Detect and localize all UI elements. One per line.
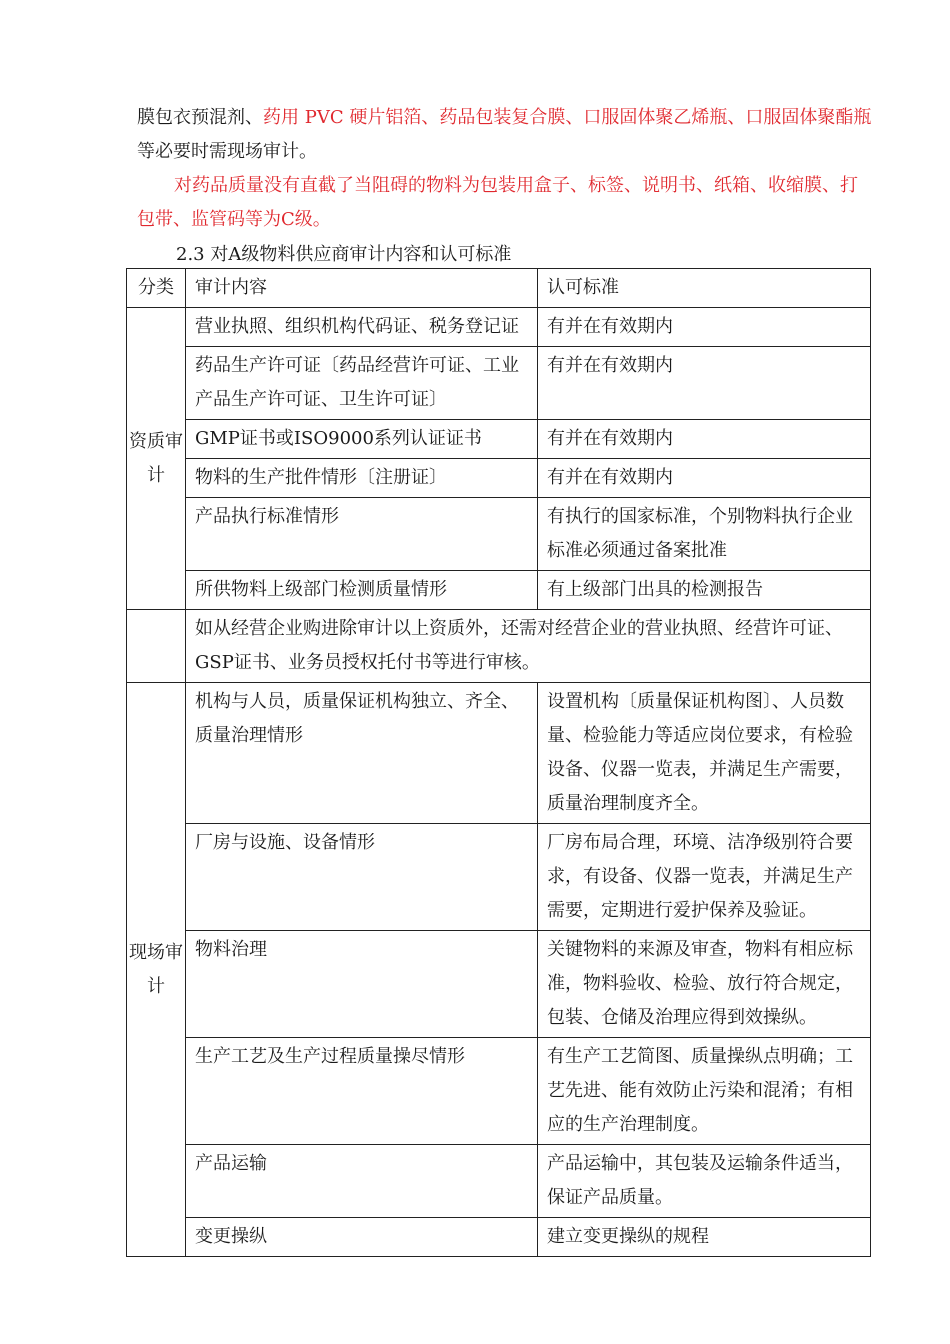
- table-row: [127, 683, 871, 824]
- table-row: [127, 308, 871, 347]
- standard-cell: 设置机构〔质量保证机构图〕、人员数量、检验能力等适应岗位要求，有检验设备、仪器一览表，并满足生产需要，质量治理制度齐全。: [538, 683, 871, 824]
- standard-cell: 有并在有效期内: [538, 420, 871, 459]
- table-row: [127, 824, 871, 931]
- standard-cell: 厂房布局合理，环境、洁净级别符合要求，有设备、仪器一览表，并满足生产需要，定期进行爱护保养及验证。: [538, 824, 871, 931]
- content-cell: 厂房与设施、设备情形: [186, 824, 538, 931]
- standard-cell: 有并在有效期内: [538, 308, 871, 347]
- audit-standards-table: [126, 268, 871, 1257]
- content-cell: 物料治理: [186, 931, 538, 1038]
- content-cell: 生产工艺及生产过程质量操尽情形: [186, 1038, 538, 1145]
- content-cell: 产品运输: [186, 1145, 538, 1218]
- standard-cell: 有生产工艺简图、质量操纵点明确；工艺先进、能有效防止污染和混淆；有相应的生产治理制度。: [538, 1038, 871, 1145]
- table-row-note: [127, 610, 871, 683]
- table-row: [127, 1038, 871, 1145]
- table-row: [127, 931, 871, 1038]
- table-row: [127, 347, 871, 420]
- content-cell: 物料的生产批件情形〔注册证〕: [186, 459, 538, 498]
- table-row: [127, 459, 871, 498]
- section-title: 2.3 对A级物料供应商审计内容和认可标准: [176, 244, 512, 265]
- content-cell: 机构与人员，质量保证机构独立、齐全、质量治理情形: [186, 683, 538, 824]
- content-cell: 所供物料上级部门检测质量情形: [186, 571, 538, 610]
- standard-cell: 有并在有效期内: [538, 459, 871, 498]
- note-cell: 如从经营企业购进除审计以上资质外，还需对经营企业的营业执照、经营许可证、GSP证书、业务员授权托付书等进行审核。: [186, 610, 871, 683]
- table-row: [127, 571, 871, 610]
- paragraph-1-highlight: 药用 PVC 硬片铝箔、药品包装复合膜、口服固体聚乙烯瓶、口服固体聚酯瓶: [263, 107, 872, 128]
- category-onsite: 现场审计: [127, 683, 186, 1257]
- table-row: [127, 420, 871, 459]
- header-standard: 认可标准: [538, 269, 871, 308]
- content-cell: 营业执照、组织机构代码证、税务登记证: [186, 308, 538, 347]
- standard-cell: 有执行的国家标准，个别物料执行企业标准必须通过备案批准: [538, 498, 871, 571]
- standard-cell: 产品运输中，其包装及运输条件适当，保证产品质量。: [538, 1145, 871, 1218]
- table-row: [127, 1218, 871, 1257]
- standard-cell: 有上级部门出具的检测报告: [538, 571, 871, 610]
- paragraph-2: 对药品质量没有直截了当阻碍的物料为包装用盒子、标签、说明书、纸箱、收缩膜、打包带、监管码等为C级。: [137, 175, 858, 230]
- category-qualification: 资质审计: [127, 308, 186, 610]
- standard-cell: 有并在有效期内: [538, 347, 871, 420]
- paragraph-1-tail: 等必要时需现场审计。: [137, 141, 317, 162]
- content-cell: 产品执行标准情形: [186, 498, 538, 571]
- table-row: [127, 498, 871, 571]
- paragraph-1-lead: 膜包衣预混剂、: [137, 107, 263, 128]
- header-content: 审计内容: [186, 269, 538, 308]
- header-category: 分类: [127, 269, 186, 308]
- paragraph-1: [137, 101, 872, 169]
- standard-cell: 建立变更操纵的规程: [538, 1218, 871, 1257]
- content-cell: 药品生产许可证〔药品经营许可证、工业产品生产许可证、卫生许可证〕: [186, 347, 538, 420]
- standard-cell: 关键物料的来源及审查，物料有相应标准，物料验收、检验、放行符合规定，包装、仓储及治理应得到效操纵。: [538, 931, 871, 1038]
- content-cell: 变更操纵: [186, 1218, 538, 1257]
- table-row: [127, 1145, 871, 1218]
- content-cell: GMP证书或ISO9000系列认证证书: [186, 420, 538, 459]
- table-header-row: [127, 269, 871, 308]
- blank-category-cell: [127, 610, 186, 683]
